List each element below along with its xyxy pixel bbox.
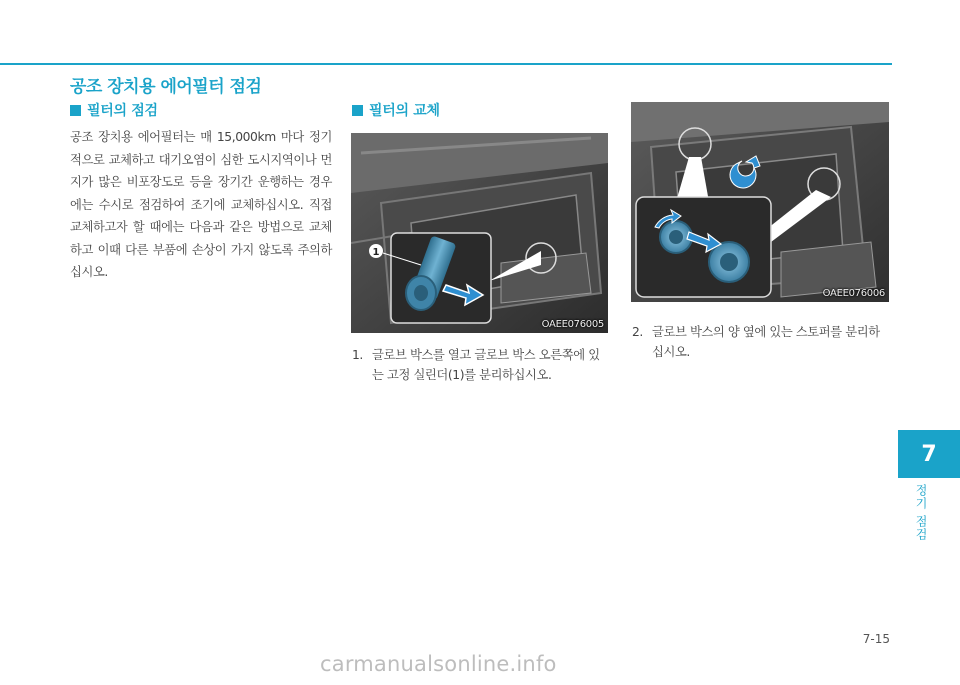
replacement-heading-label: 필터의 교체 xyxy=(369,103,440,119)
step-number: 1. xyxy=(352,348,363,362)
figure-glovebox-cylinder xyxy=(351,133,608,333)
top-rule xyxy=(0,63,892,65)
callout-1-label: 1 xyxy=(372,247,380,258)
figure-code: OAEE076006 xyxy=(822,288,885,299)
replacement-heading xyxy=(352,100,440,120)
square-bullet-icon xyxy=(352,105,363,116)
figure-glovebox-stopper xyxy=(631,102,889,302)
inspection-heading xyxy=(70,100,158,120)
inspection-heading-label: 필터의 점검 xyxy=(87,103,158,119)
page-number: 7-15 xyxy=(862,632,890,646)
step-text: 글로브 박스를 열고 글로브 박스 오른쪽에 있는 고정 실린더(1)를 분리하십시오. xyxy=(372,348,600,382)
section-title: 공조 장치용 에어필터 점검 xyxy=(70,77,262,97)
glovebox-cylinder-illustration xyxy=(351,133,608,333)
chapter-tab[interactable]: 7 xyxy=(898,430,960,478)
step-2 xyxy=(632,322,890,362)
step-number: 2. xyxy=(632,325,643,339)
chapter-label: 정기 점검 xyxy=(914,484,928,541)
step-1 xyxy=(352,345,610,385)
figure-code: OAEE076005 xyxy=(541,319,604,330)
inspection-body: 공조 장치용 에어필터는 매 15,000km 마다 정기적으로 교체하고 대기오염이 심한 도시지역이나 먼지가 많은 비포장도로 등을 장기간 운행하는 경우에는 수시로 점검하여 조기에 교체하십시오. 직접 교체하고자 할 때에는 다음과 같은 방법으로 교체하고 이때 다른 부품에 손상이 가지 않도록 주의하십시오. xyxy=(70,130,332,279)
watermark: carmanualsonline.info xyxy=(320,652,557,676)
step-text: 글로브 박스의 양 옆에 있는 스토퍼를 분리하십시오. xyxy=(652,325,880,359)
square-bullet-icon xyxy=(70,105,81,116)
glovebox-stopper-illustration xyxy=(631,102,889,302)
